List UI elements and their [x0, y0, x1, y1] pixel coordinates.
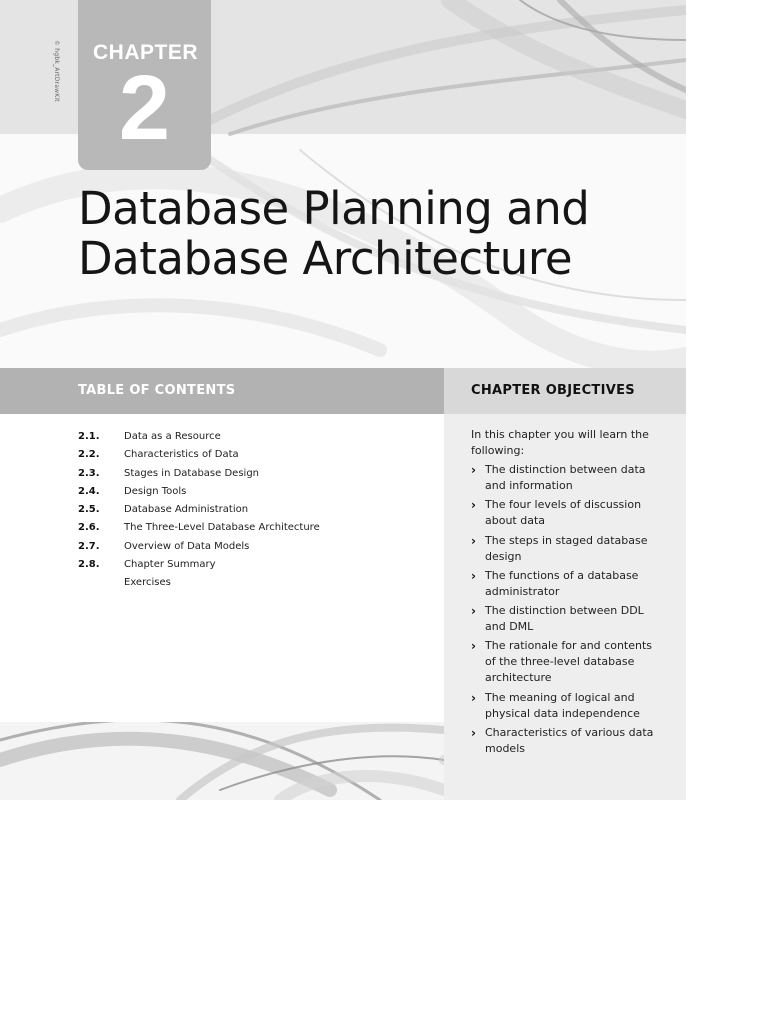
toc-item-title: Database Administration: [124, 504, 249, 516]
objectives-heading: CHAPTER OBJECTIVES: [444, 368, 686, 414]
toc-item[interactable]: [78, 519, 408, 537]
toc-item[interactable]: [78, 501, 408, 519]
objective-item: [471, 533, 661, 565]
chevron-right-icon: ›: [471, 568, 476, 583]
toc-item-title: Chapter Summary: [124, 559, 216, 571]
chevron-right-icon: ›: [471, 726, 476, 741]
objective-text: The meaning of logical and physical data independence: [485, 690, 640, 720]
toc-item-number: 2.7.: [78, 540, 100, 552]
chapter-number: 2: [118, 57, 171, 159]
objective-item: [471, 638, 661, 686]
objective-item: [471, 690, 661, 722]
toc-item-number: 2.3.: [78, 467, 100, 479]
toc-item[interactable]: [78, 428, 408, 446]
chevron-right-icon: ›: [471, 533, 476, 548]
objective-text: Characteristics of various data models: [485, 726, 654, 756]
toc-item-title: Overview of Data Models: [124, 540, 250, 552]
toc-item[interactable]: [78, 574, 408, 592]
toc-item-number: 2.2.: [78, 449, 100, 461]
toc-item-title: Data as a Resource: [124, 431, 221, 442]
chevron-right-icon: ›: [471, 604, 476, 619]
toc-item-title: Design Tools: [124, 485, 187, 497]
toc-item-title: Exercises: [124, 577, 171, 589]
chevron-right-icon: ›: [471, 639, 476, 654]
toc-item-number: 2.1.: [78, 431, 100, 442]
chapter-title-line-2: Database Architecture: [78, 232, 573, 285]
toc-item[interactable]: [78, 446, 408, 464]
toc-item-number: 2.8.: [78, 559, 100, 571]
toc-item-title: Characteristics of Data: [124, 449, 239, 461]
image-credit: © hgbk_ArtDrawKit: [53, 40, 60, 102]
chapter-label: CHAPTER: [93, 41, 199, 64]
objective-text: The distinction between data and information: [485, 463, 646, 492]
objective-item: [471, 462, 661, 494]
toc-item[interactable]: [78, 465, 408, 483]
objectives-list: [471, 462, 661, 760]
toc-list: [78, 428, 408, 593]
toc-item-number: 2.5.: [78, 504, 100, 516]
chevron-right-icon: ›: [471, 690, 476, 705]
toc-item[interactable]: [78, 556, 408, 574]
objective-text: The rationale for and contents of the three-level database architecture: [485, 639, 653, 685]
toc-item-number: 2.4.: [78, 485, 100, 497]
toc-heading: TABLE OF CONTENTS: [0, 368, 444, 414]
toc-item[interactable]: [78, 483, 408, 501]
objective-text: The distinction between DDL and DML: [485, 604, 644, 634]
objectives-intro: In this chapter you will learn the following:: [471, 428, 649, 457]
toc-item-number: 2.6.: [78, 522, 100, 534]
chapter-tab: [78, 0, 211, 170]
objective-item: [471, 568, 661, 600]
objective-item: [471, 725, 661, 757]
objective-text: The four levels of discussion about data: [485, 498, 642, 528]
chapter-title: [78, 184, 668, 284]
chapter-title-line-1: Database Planning and: [78, 182, 590, 235]
objective-text: The steps in staged database design: [485, 533, 648, 563]
chevron-right-icon: ›: [471, 463, 476, 477]
objective-item: [471, 603, 661, 635]
toc-item[interactable]: [78, 538, 408, 556]
objective-text: The functions of a database administrator: [485, 568, 639, 598]
toc-item-title: The Three-Level Database Architecture: [124, 522, 320, 534]
chevron-right-icon: ›: [471, 498, 476, 513]
toc-item-title: Stages in Database Design: [124, 467, 259, 479]
objective-item: [471, 497, 661, 529]
